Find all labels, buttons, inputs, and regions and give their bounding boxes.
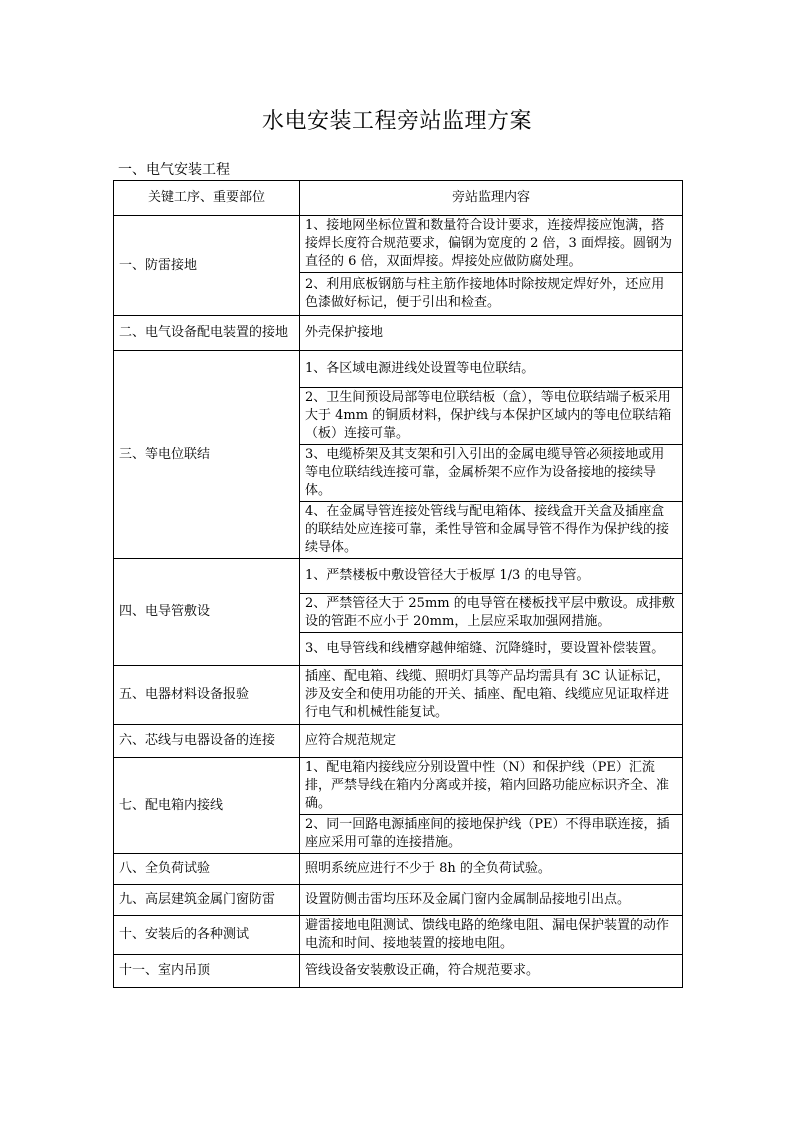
supervision-content-cell: 1、严禁楼板中敷设管径大于板厚 1/3 的电导管。	[300, 559, 683, 594]
table-header-row	[114, 181, 683, 216]
supervision-content-cell: 3、电导管线和线槽穿越伸缩缝、沉降缝时，要设置补偿装置。	[300, 633, 683, 666]
key-process-cell: 一、防雷接地	[114, 216, 300, 316]
table-row	[114, 351, 683, 388]
supervision-content-cell: 应符合规范规定	[300, 725, 683, 758]
key-process-cell: 七、配电箱内接线	[114, 758, 300, 854]
key-process-cell: 六、芯线与电器设备的连接	[114, 725, 300, 758]
supervision-content-cell: 2、卫生间预设局部等电位联结板（盒），等电位联结端子板采用大于 4mm 的铜质材料，保护线与本保护区域内的等电位联结箱（板）连接可靠。	[300, 388, 683, 445]
table-row	[114, 666, 683, 725]
supervision-content-cell: 插座、配电箱、线缆、照明灯具等产品均需具有 3C 认证标记，涉及安全和使用功能的开关、插座、配电箱、线缆应见证取样进行电气和机械性能复试。	[300, 666, 683, 725]
supervision-content-cell: 照明系统应进行不少于 8h 的全负荷试验。	[300, 854, 683, 885]
supervision-content-cell: 2、利用底板钢筋与柱主筋作接地体时除按规定焊好外，还应用色漆做好标记，便于引出和检查。	[300, 273, 683, 316]
table-row	[114, 916, 683, 955]
supervision-content-cell: 避雷接地电阻测试、馈线电路的绝缘电阻、漏电保护装置的动作电流和时间、接地装置的接地电阻。	[300, 916, 683, 955]
header-supervision-content: 旁站监理内容	[300, 181, 683, 216]
supervision-content-cell: 外壳保护接地	[300, 316, 683, 351]
supervision-content-cell: 1、接地网坐标位置和数量符合设计要求，连接焊接应饱满，搭接焊长度符合规范要求，偏钢为宽度的 2 倍，3 面焊接。圆钢为直径的 6 倍，双面焊接。焊接处应做防腐处理。	[300, 216, 683, 273]
key-process-cell: 三、等电位联结	[114, 351, 300, 559]
supervision-content-cell: 设置防侧击雷均压环及金属门窗内金属制品接地引出点。	[300, 885, 683, 916]
supervision-content-cell: 管线设备安装敷设正确，符合规范要求。	[300, 955, 683, 988]
key-process-cell: 十、安装后的各种测试	[114, 916, 300, 955]
table-row	[114, 758, 683, 815]
header-key-process: 关键工序、重要部位	[114, 181, 300, 216]
table-row	[114, 725, 683, 758]
key-process-cell: 五、电器材料设备报验	[114, 666, 300, 725]
table-body	[114, 216, 683, 988]
section-heading: 一、电气安装工程	[118, 162, 230, 178]
key-process-cell: 二、电气设备配电装置的接地	[114, 316, 300, 351]
supervision-content-cell: 1、配电箱内接线应分别设置中性（N）和保护线（PE）汇流排，严禁导线在箱内分离或并接，箱内回路功能应标识齐全、准确。	[300, 758, 683, 815]
supervision-content-cell: 1、各区域电源进线处设置等电位联结。	[300, 351, 683, 388]
key-process-cell: 四、电导管敷设	[114, 559, 300, 666]
table-row	[114, 559, 683, 594]
supervision-content-cell: 4、在金属导管连接处管线与配电箱体、接线盒开关盒及插座盒的联结处应连接可靠，柔性导管和金属导管不得作为保护线的接续导体。	[300, 502, 683, 559]
document-title: 水电安装工程旁站监理方案	[261, 109, 532, 134]
supervision-table	[113, 180, 683, 988]
table-row	[114, 955, 683, 988]
key-process-cell: 九、高层建筑金属门窗防雷	[114, 885, 300, 916]
key-process-cell: 十一、室内吊顶	[114, 955, 300, 988]
supervision-content-cell: 3、电缆桥架及其支架和引入引出的金属电缆导管必须接地或用等电位联结线连接可靠，金属桥架不应作为设备接地的接续导体。	[300, 445, 683, 502]
table-row	[114, 216, 683, 273]
table-row	[114, 885, 683, 916]
supervision-content-cell: 2、严禁管径大于 25mm 的电导管在楼板找平层中敷设。成排敷设的管距不应小于 20mm，上层应采取加强网措施。	[300, 594, 683, 633]
supervision-content-cell: 2、同一回路电源插座间的接地保护线（PE）不得串联连接，插座应采用可靠的连接措施。	[300, 815, 683, 854]
key-process-cell: 八、全负荷试验	[114, 854, 300, 885]
table-row	[114, 854, 683, 885]
table-row	[114, 316, 683, 351]
